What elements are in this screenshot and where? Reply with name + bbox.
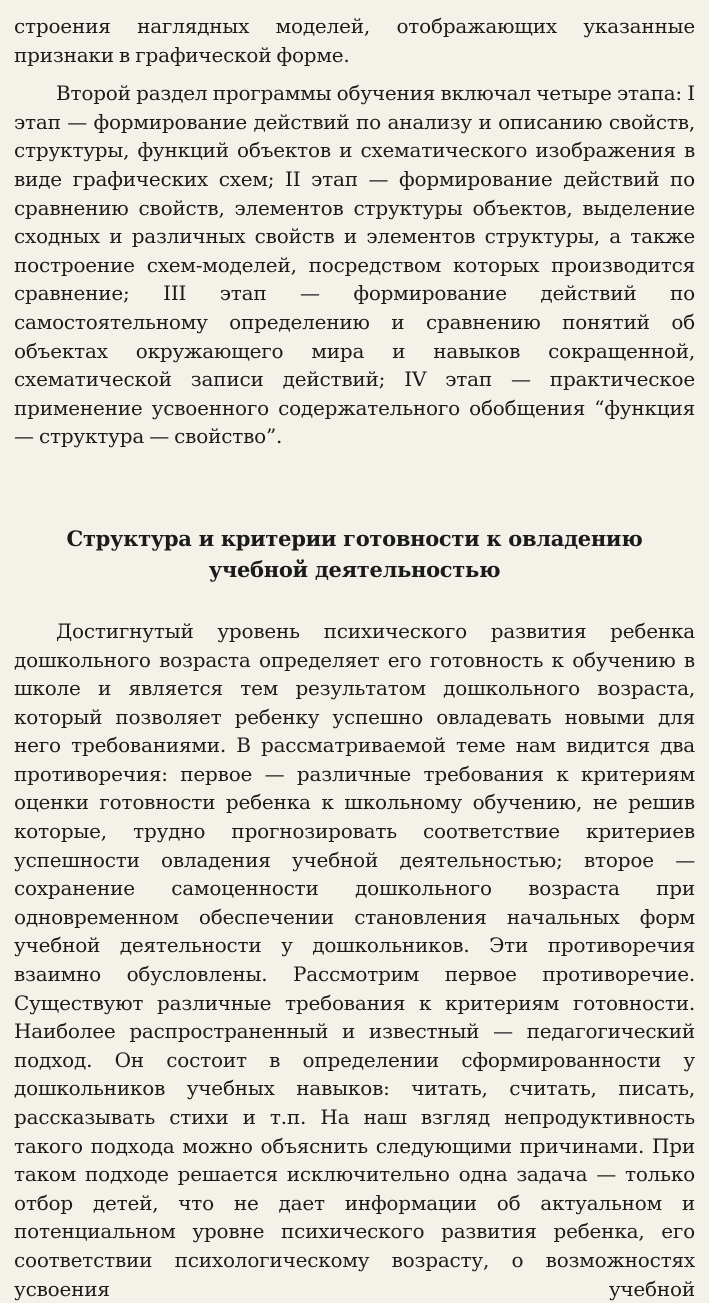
paragraph-readiness: Достигнутый уровень психического развития ребенка дошкольного возраста определяет его готовность к обучению в школе и является тем результатом дошкольного возраста, который позволяет ребенку успешно овладевать новыми для него требованиями. В рассматриваемой теме нам видится два противоречия: первое — различные требования к критериям оценки готовности ребенка к школьному обучению, не решив которые, трудно прогнозировать соответствие критериев успешности овладения учебной деятельностью; второе — сохранение самоценности дошкольного возраста при одновременном обеспечении становления начальных форм учебной деятельности у дошкольников. Эти противоречия взаимно обусловлены. Рассмотрим первое противоречие. Существуют различные требования к критериям готовности. Наиболее распространенный и известный — педагогический подход. Он состоит в определении сформированности у дошкольников учебных навыков: читать, считать, писать, рассказывать стихи и т.п. На наш взгляд непродуктивность такого подхода можно объяснить следующими причинами. При таком подходе решается исключительно одна задача — только отбор детей, что не дает информации об актуальном и потенциальном уровне психического развития ребенка, его соответствии психологическому возрасту, о возможностях усвоения учебной	[14, 618, 695, 1301]
section-heading: Структура и критерии готовности к овладению учебной деятельностью	[66, 525, 643, 582]
paragraph-program-stages: Второй раздел программы обучения включал четыре этапа: I этап — формирование действий по анализу и описанию свойств, структуры, функций объектов и схематического изображения в виде графических схем; II этап — формирование действий по сравнению свойств, элементов структуры объектов, выделение сходных и различных свойств и элементов структуры, а также построение схем-моделей, посредством которых производится сравнение; III этап — формирование действий по самостоятельному определению и сравнению понятий об объектах окружающего мира и навыков сокращенной, схематической записи действий; IV этап — практическое применение усвоенного содержательного обобщения “функция — структура — свойство”.	[14, 81, 695, 449]
paragraph-continuation: строения наглядных моделей, отображающих указанные признаки в графической форме.	[14, 14, 695, 67]
